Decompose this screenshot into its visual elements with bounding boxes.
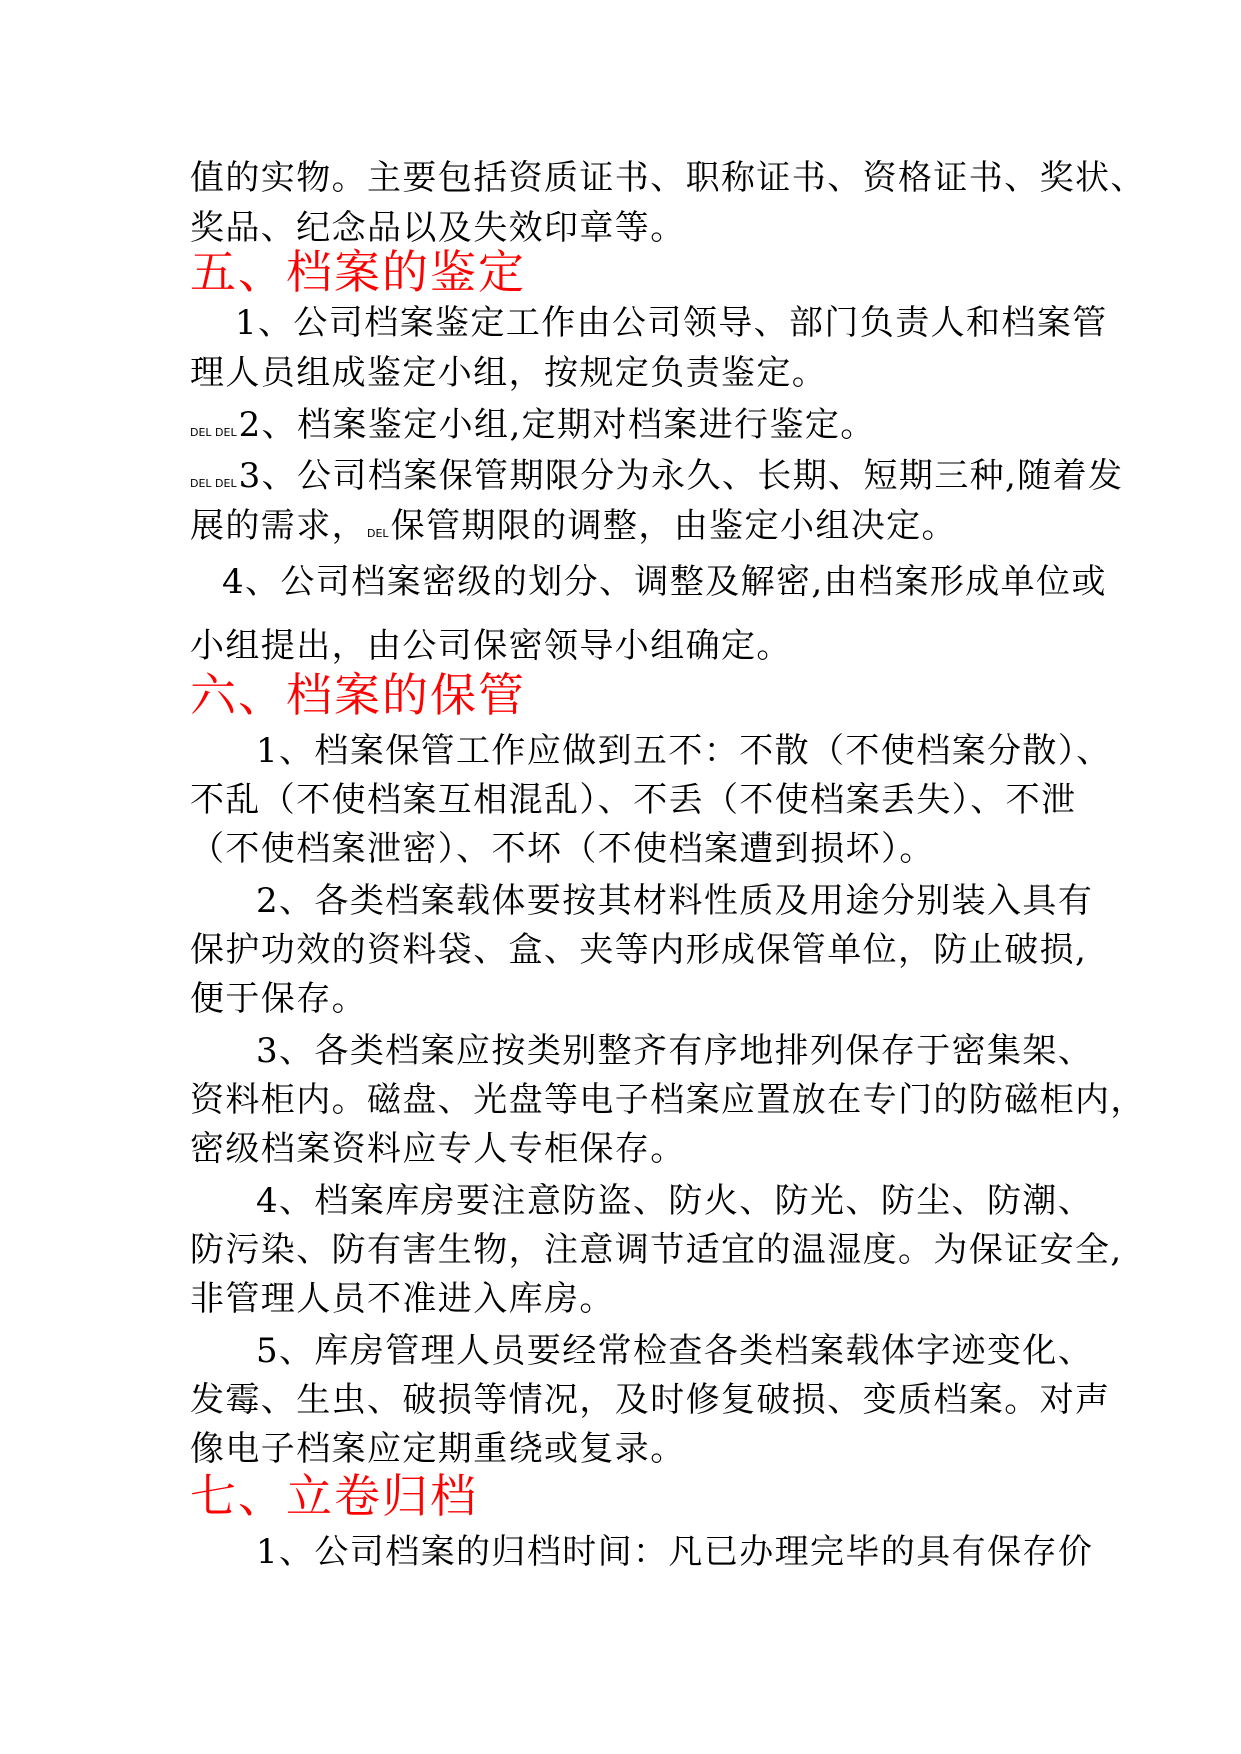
section-6-p1-line-1: 1、档案保管工作应做到五不：不散（不使档案分散）、 — [256, 731, 1112, 771]
section-6-p4-line-1: 4、档案库房要注意防盗、防火、防光、防尘、防潮、 — [256, 1181, 1094, 1221]
deleted-marker: DEL DEL — [190, 477, 237, 490]
section-6-p4-line-2: 防污染、防有害生物，注意调节适宜的温湿度。为保证安全, — [190, 1230, 1123, 1270]
section-5-p3-text-2a: 展的需求， — [190, 506, 367, 546]
section-6-p1-line-3: （不使档案泄密）、不坏（不使档案遭到损坏）。 — [190, 829, 935, 869]
section-6-p5-line-3: 像电子档案应定期重绕或复录。 — [190, 1429, 686, 1469]
section-7-heading: 七、立卷归档 — [190, 1469, 478, 1523]
section-6-p3-line-1: 3、各类档案应按类别整齐有序地排列保存于密集架、 — [256, 1031, 1094, 1071]
section-5-p2 — [190, 405, 1060, 453]
section-7-p1-line-1: 1、公司档案的归档时间：凡已办理完毕的具有保存价 — [256, 1532, 1094, 1572]
section-5-p3-line-2 — [190, 506, 1060, 554]
section-5-p2-text: 2、档案鉴定小组,定期对档案进行鉴定。 — [238, 405, 876, 445]
deleted-marker: DEL DEL — [190, 426, 237, 439]
section-5-p4-line-1: 4、公司档案密级的划分、调整及解密,由档案形成单位或 — [222, 562, 1107, 602]
section-6-p3-line-3: 密级档案资料应专人专柜保存。 — [190, 1129, 686, 1169]
section-6-p4-line-3: 非管理人员不准进入库房。 — [190, 1279, 615, 1319]
section-5-heading: 五、档案的鉴定 — [190, 245, 526, 299]
section-6-p2-line-3: 便于保存。 — [190, 979, 367, 1019]
section-5-p3-text-1: 3、公司档案保管期限分为永久、长期、短期三种,随着发 — [238, 456, 1124, 496]
section-5-p1-line-1: 1、公司档案鉴定工作由公司领导、部门负责人和档案管 — [235, 303, 1108, 343]
intro-line-2: 奖品、纪念品以及失效印章等。 — [190, 208, 686, 248]
section-5-p4-line-2: 小组提出，由公司保密领导小组确定。 — [190, 626, 792, 666]
intro-line-1: 值的实物。主要包括资质证书、职称证书、资格证书、奖状、 — [190, 158, 1146, 198]
section-6-p1-line-2: 不乱（不使档案互相混乱）、不丢（不使档案丢失）、不泄 — [190, 780, 1077, 820]
section-5-p3-line-1 — [190, 456, 1124, 504]
section-5-p1-line-2: 理人员组成鉴定小组，按规定负责鉴定。 — [190, 353, 828, 393]
section-6-p2-line-1: 2、各类档案载体要按其材料性质及用途分别装入具有 — [256, 881, 1094, 921]
section-6-p5-line-2: 发霉、生虫、破损等情况，及时修复破损、变质档案。对声 — [190, 1380, 1111, 1420]
section-6-heading: 六、档案的保管 — [190, 668, 526, 722]
section-5-p3-text-2b: 保管期限的调整，由鉴定小组决定。 — [390, 506, 957, 546]
section-6-p2-line-2: 保护功效的资料袋、盒、夹等内形成保管单位，防止破损, — [190, 930, 1088, 970]
section-6-p5-line-1: 5、库房管理人员要经常检查各类档案载体字迹变化、 — [256, 1331, 1094, 1371]
deleted-marker: DEL — [367, 527, 389, 540]
section-6-p3-line-2: 资料柜内。磁盘、光盘等电子档案应置放在专门的防磁柜内， — [190, 1080, 1146, 1120]
